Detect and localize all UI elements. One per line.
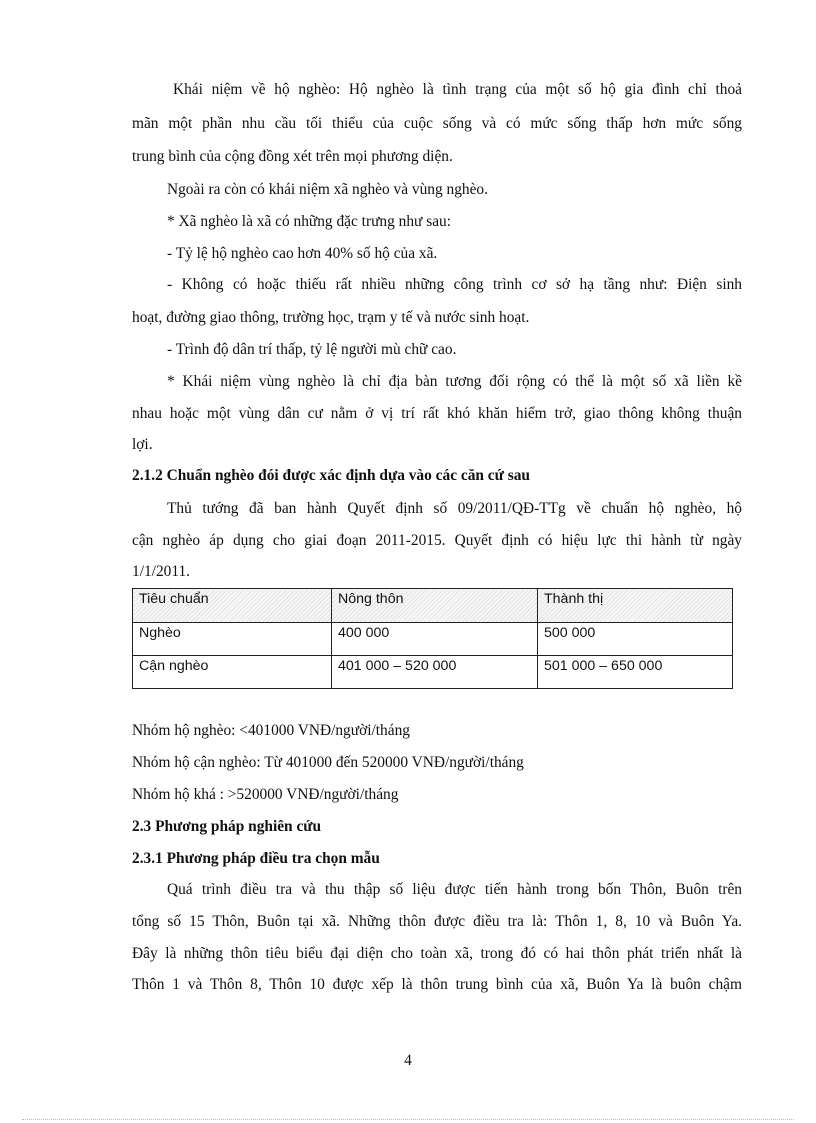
paragraph-line: Thôn 1 và Thôn 8, Thôn 10 được xếp là thôn trung bình của xã, Buôn Ya là buôn chậm (132, 976, 742, 993)
poverty-standard-table (132, 588, 733, 689)
table-header-cell: Tiêu chuẩn (133, 589, 332, 623)
paragraph-line: - Không có hoặc thiếu rất nhiều những công trình cơ sở hạ tầng như: Điện sinh (167, 276, 742, 293)
paragraph-line: nhau hoặc một vùng dân cư nằm ở vị trí rất khó khăn hiểm trở, giao thông không thuận (132, 405, 742, 422)
group-line: Nhóm hộ nghèo: <401000 VNĐ/người/tháng (132, 722, 410, 739)
paragraph-line: 1/1/2011. (132, 563, 191, 580)
section-heading-2-1-2: 2.1.2 Chuẩn nghèo đói được xác định dựa vào các căn cứ sau (132, 467, 530, 484)
table-cell: 500 000 (538, 623, 733, 656)
group-line: Nhóm hộ khá : >520000 VNĐ/người/tháng (132, 786, 399, 803)
paragraph-line: * Khái niệm vùng nghèo là chỉ địa bàn tương đối rộng có thể là một số xã liền kề (167, 373, 742, 390)
paragraph-line: lợi. (132, 436, 153, 453)
page-border-line (22, 1119, 794, 1120)
table-cell: Nghèo (133, 623, 332, 656)
table-cell: 400 000 (332, 623, 538, 656)
paragraph-line: Đây là những thôn tiêu biểu đại diện cho toàn xã, trong đó có hai thôn phát triển nhất là (132, 945, 742, 962)
table-cell: 401 000 – 520 000 (332, 656, 538, 689)
paragraph-line: cận nghèo áp dụng cho giai đoạn 2011-2015. Quyết định có hiệu lực thi hành từ ngày (132, 532, 742, 549)
paragraph-line: trung bình của cộng đồng xét trên mọi phương diện. (132, 148, 453, 165)
paragraph-line: mãn một phần nhu cầu tối thiểu của cuộc sống và có mức sống thấp hơn mức sống (132, 115, 742, 132)
paragraph-line: - Tỷ lệ hộ nghèo cao hơn 40% số hộ của xã. (167, 245, 438, 262)
paragraph-line: Ngoài ra còn có khái niệm xã nghèo và vùng nghèo. (167, 181, 488, 198)
table-header-cell: Nông thôn (332, 589, 538, 623)
table-cell: Cận nghèo (133, 656, 332, 689)
table-header-cell: Thành thị (538, 589, 733, 623)
group-line: Nhóm hộ cận nghèo: Từ 401000 đến 520000 VNĐ/người/tháng (132, 754, 524, 771)
paragraph-line: Quá trình điều tra và thu thập số liệu được tiến hành trong bốn Thôn, Buôn trên (167, 881, 742, 898)
paragraph-line: Khái niệm về hộ nghèo: Hộ nghèo là tình trạng của một số hộ gia đình chỉ thoả (173, 81, 742, 98)
section-heading-2-3-1: 2.3.1 Phương pháp điều tra chọn mẫu (132, 850, 380, 867)
paragraph-line: Thủ tướng đã ban hành Quyết định số 09/2011/QĐ-TTg về chuẩn hộ nghèo, hộ (167, 500, 742, 517)
table-header-row (133, 589, 733, 623)
paragraph-line: - Trình độ dân trí thấp, tỷ lệ người mù chữ cao. (167, 341, 457, 358)
section-heading-2-3: 2.3 Phương pháp nghiên cứu (132, 818, 322, 835)
paragraph-line: hoạt, đường giao thông, trường học, trạm y tế và nước sinh hoạt. (132, 309, 530, 326)
paragraph-line: * Xã nghèo là xã có những đặc trưng như sau: (167, 213, 452, 230)
paragraph-line: tổng số 15 Thôn, Buôn tại xã. Những thôn được điều tra là: Thôn 1, 8, 10 và Buôn Ya. (132, 913, 742, 930)
table-row (133, 623, 733, 656)
page-number: 4 (404, 1052, 412, 1069)
table-row (133, 656, 733, 689)
table-cell: 501 000 – 650 000 (538, 656, 733, 689)
